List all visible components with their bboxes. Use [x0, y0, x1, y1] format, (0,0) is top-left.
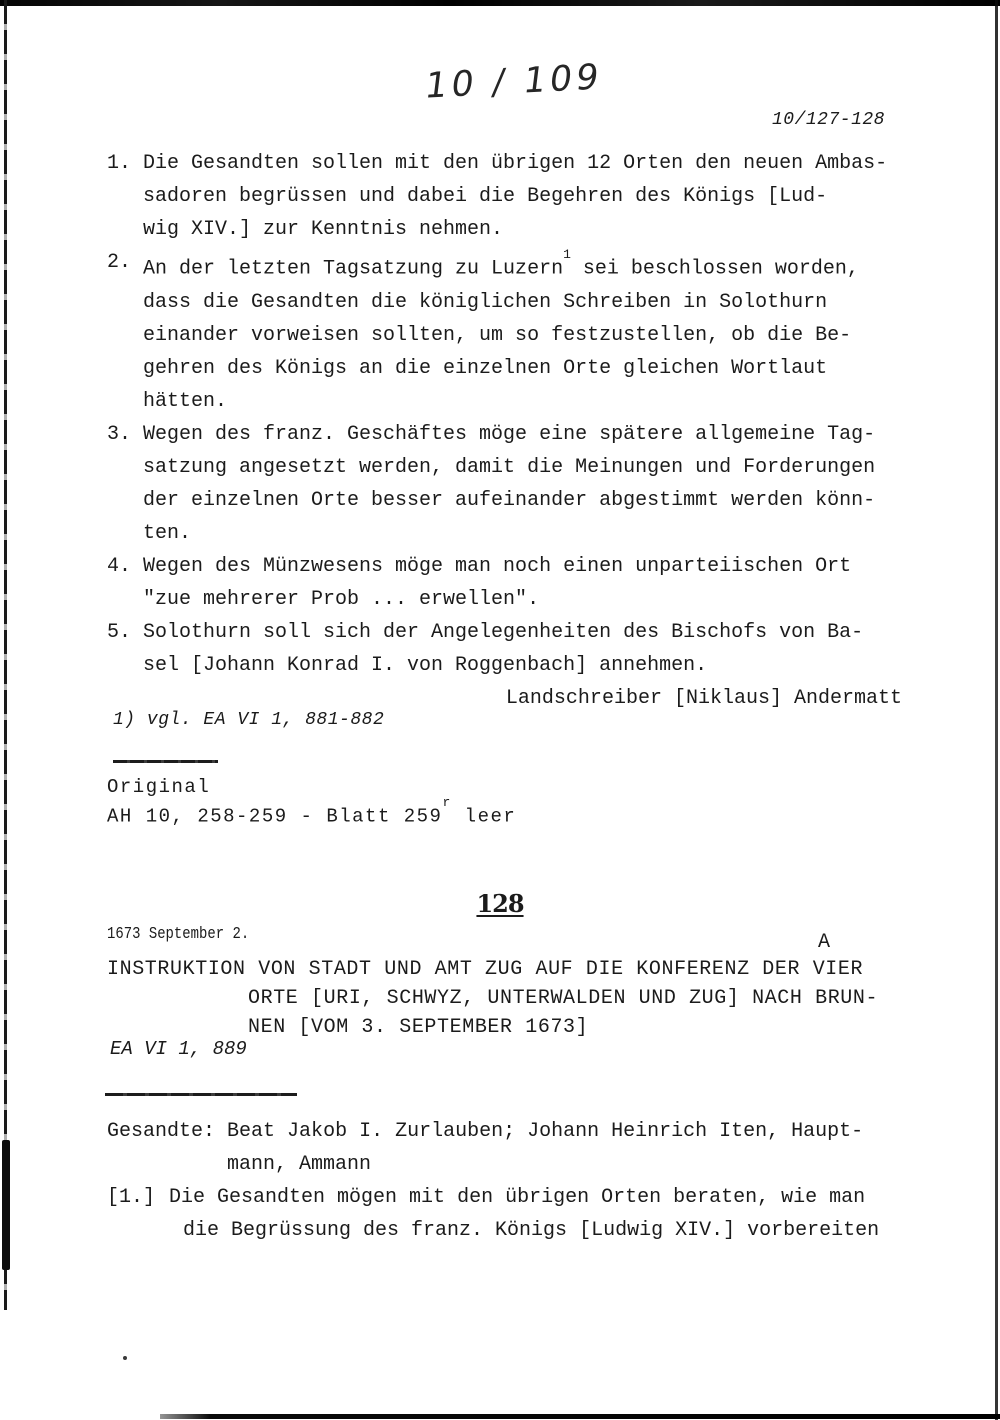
document-title [107, 955, 907, 1042]
item-line-text: Die Gesandten mögen mit den übrigen Orten beraten, wie man [169, 1186, 866, 1209]
title-line: ORTE [URI, SCHWYZ, UNTERWALDEN UND ZUG] NACH BRUN- [248, 987, 879, 1010]
instruction-list [107, 147, 902, 715]
item-line: ten. [143, 521, 192, 545]
handwritten-annotation: 10 / 109 [422, 57, 605, 107]
document-number-heading: 128 [476, 889, 524, 918]
item-line: satzung angesetzt werden, damit die Meinungen und Forderungen [143, 455, 876, 479]
scan-left-edge-blob [2, 1140, 10, 1270]
item-line: die Begrüssung des franz. Königs [Ludwig XIV.] vorbereiten [183, 1219, 880, 1242]
ink-dot [123, 1356, 127, 1360]
scan-right-edge [995, 0, 998, 1420]
delegates-label: Gesandte: [107, 1120, 216, 1143]
item-line: Solothurn soll sich der Angelegenheiten des Bischofs von Ba- [143, 620, 864, 644]
item-line: "zue mehrerer Prob ... erwellen". [143, 587, 540, 611]
delegates-names: Beat Jakob I. Zurlauben; Johann Heinrich Iten, Haupt- [227, 1120, 864, 1143]
list-item-2 [107, 246, 902, 418]
source-citation-text: leer [451, 805, 517, 828]
item-number: [1.] [107, 1186, 156, 1209]
doc2-item-1 [107, 1181, 907, 1247]
delegates-block [107, 1115, 907, 1181]
list-item-5 [107, 616, 902, 682]
item-line: hätten. [143, 389, 228, 413]
item-line: gehren des Königs an die einzelnen Orte gleichen Wortlaut [143, 356, 828, 380]
list-item-3 [107, 418, 902, 550]
footnote: 1) vgl. EA VI 1, 881-882 [113, 710, 385, 730]
document-letter-label: A [818, 931, 831, 954]
item-line: Die Gesandten sollen mit den übrigen 12 Orten den neuen Ambas- [143, 152, 888, 175]
item-line: Wegen des Münzwesens möge man noch einen unparteiischen Ort [143, 554, 852, 578]
item-line: Wegen des franz. Geschäftes möge eine spätere allgemeine Tag- [143, 422, 876, 446]
source-label: Original [107, 776, 211, 798]
item-line: der einzelnen Orte besser aufeinander abgestimmt werden könn- [143, 488, 876, 512]
source-citation-text: AH 10, 258-259 - Blatt 259 [107, 805, 443, 828]
source-citation [107, 795, 517, 828]
item-line: sadoren begrüssen und dabei die Begehren des Königs [Lud- [143, 185, 828, 208]
scan-bottom-edge [160, 1414, 1000, 1419]
item-line-text: sei beschlossen worden, [570, 257, 859, 281]
title-line: NEN [VOM 3. SEPTEMBER 1673] [248, 1016, 589, 1039]
divider-rule [105, 1093, 297, 1096]
scan-top-edge [0, 0, 1000, 6]
scan-left-edge [4, 0, 7, 1310]
item-number: 4. [107, 554, 132, 578]
item-line: wig XIV.] zur Kenntnis nehmen. [143, 218, 504, 241]
item-line: sel [Johann Konrad I. von Roggenbach] annehmen. [143, 653, 708, 677]
signature-line: Landschreiber [Niklaus] Andermatt [505, 686, 902, 710]
item-number: 3. [107, 422, 132, 446]
item-number: 5. [107, 620, 132, 644]
document-date: 1673 September 2. [107, 925, 250, 944]
footnote-marker: 1 [563, 247, 571, 262]
folio-recto-marker: r [442, 795, 452, 810]
title-line: INSTRUKTION VON STADT UND AMT ZUG AUF DIE KONFERENZ DER VIER [107, 958, 864, 981]
divider-rule [113, 760, 218, 763]
item-number: 2. [107, 251, 132, 274]
item-line: einander vorweisen sollten, um so festzustellen, ob die Be- [143, 323, 852, 347]
item-line-text: An der letzten Tagsatzung zu Luzern [143, 257, 564, 281]
item-line: dass die Gesandten die königlichen Schreiben in Solothurn [143, 290, 828, 314]
source-block [107, 776, 516, 828]
item-number: 1. [107, 152, 132, 175]
list-item-1 [107, 147, 902, 246]
list-item-4 [107, 550, 902, 616]
folio-reference: 10/127-128 [771, 110, 885, 130]
delegates-line [107, 1115, 907, 1148]
delegates-line: mann, Ammann [227, 1153, 372, 1176]
document-reference: EA VI 1, 889 [110, 1038, 247, 1060]
item-line [143, 246, 902, 286]
item-line [107, 1181, 907, 1214]
